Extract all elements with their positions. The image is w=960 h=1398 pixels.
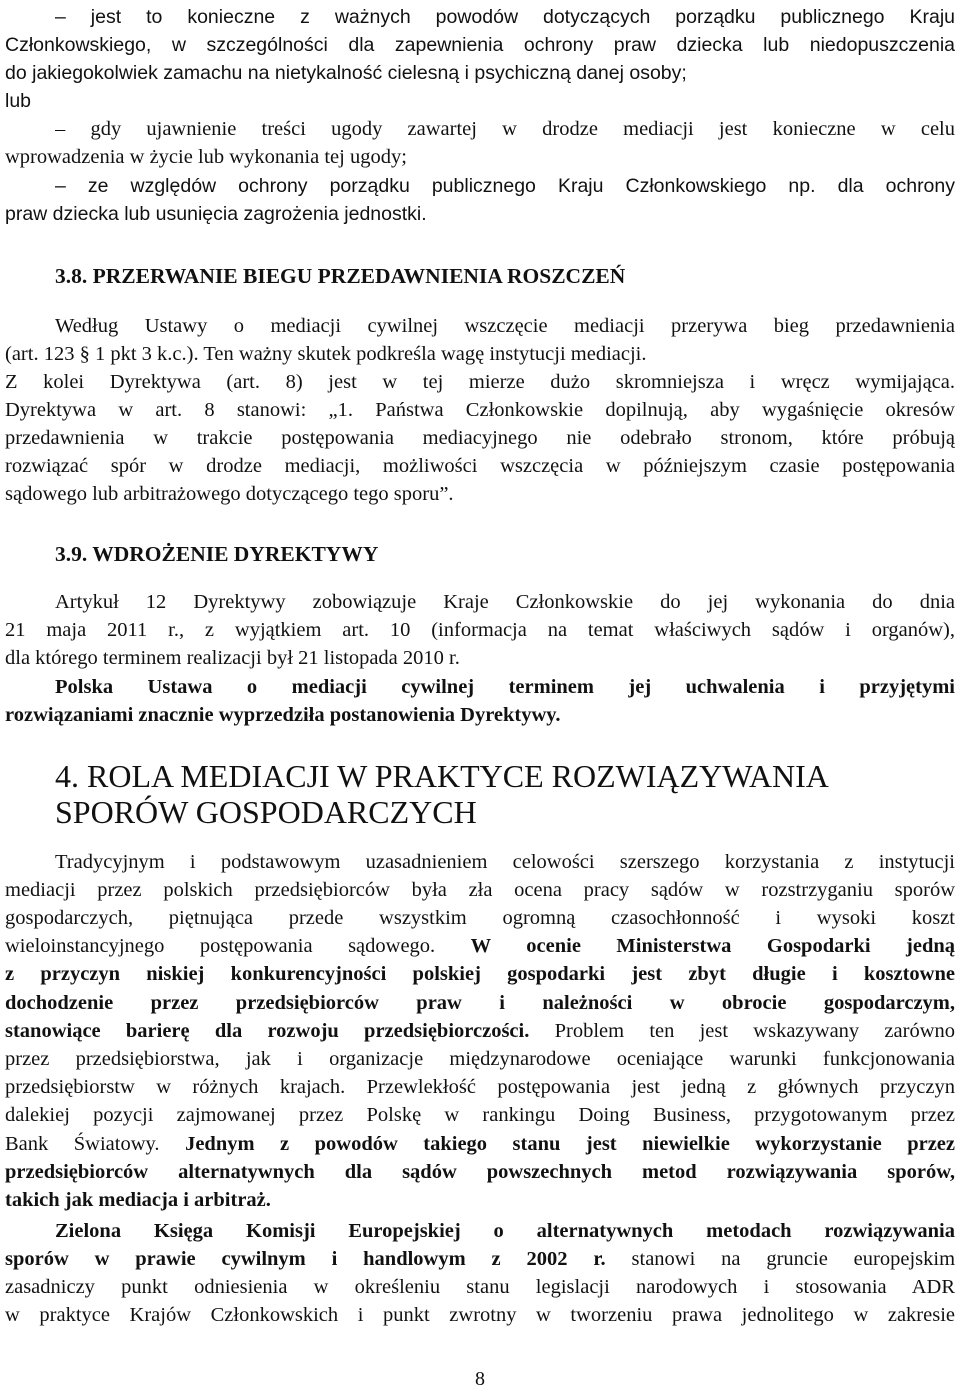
text-line: mediacji przez polskich przedsiębiorców była zła ocena pracy sądów w rozstrzyganiu sporów [5, 879, 955, 901]
text-line: Polska Ustawa o mediacji cywilnej terminem jej uchwalenia i przyjętymi [55, 676, 955, 698]
text-line: praw dziecka lub usunięcia zagrożenia jednostki. [5, 203, 427, 225]
text-line: takich jak mediacja i arbitraż. [5, 1189, 271, 1211]
text-line: Z kolei Dyrektywa (art. 8) jest w tej mierze dużo skromniejsza i wręcz wymijająca. [5, 371, 955, 393]
text-line: dla którego terminem realizacji był 21 listopada 2010 r. [5, 647, 460, 669]
text-run: Bank Światowy. [5, 1133, 160, 1155]
text-run: stanowi na gruncie europejskim [631, 1248, 955, 1270]
bold-text-run: Jednym z powodów takiego stanu jest niewielkie wykorzystanie przez [185, 1133, 955, 1155]
text-line: Według Ustawy o mediacji cywilnej wszczęcie mediacji przerywa bieg przedawnienia [55, 315, 955, 337]
bold-text-run: stanowiące barierę dla rozwoju przedsiębiorczości. [5, 1020, 530, 1042]
text-line: lub [5, 90, 32, 112]
text-run: wieloinstancyjnego postępowania sądowego. [5, 935, 436, 957]
text-line: dochodzenie przez przedsiębiorców praw i należności w obrocie gospodarczym, [5, 992, 955, 1014]
text-line: przedsiębiorstw w różnych krajach. Przewlekłość postępowania jest jedną z głównych przyczyn [5, 1076, 955, 1098]
chapter-heading-line-2: SPORÓW GOSPODARCZYCH [55, 794, 477, 830]
text-line: do jakiegokolwiek zamachu na nietykalność cielesną i psychiczną danej osoby; [5, 62, 687, 84]
text-line: Członkowskiego, w szczególności dla zapewnienia ochrony praw dziecka lub niedopuszczenia [5, 34, 955, 56]
text-line: Artykuł 12 Dyrektywy zobowiązuje Kraje Członkowskie do jej wykonania do dnia [55, 591, 955, 613]
text-line: 21 maja 2011 r., z wyjątkiem art. 10 (informacja na temat właściwych sądów i organów), [5, 619, 955, 641]
chapter-heading-line-1: 4. ROLA MEDIACJI W PRAKTYCE ROZWIĄZYWANIA [55, 758, 829, 794]
text-line: (art. 123 § 1 pkt 3 k.c.). Ten ważny skutek podkreśla wagę instytucji mediacji. [5, 343, 647, 365]
text-line: sądowego lub arbitrażowego dotyczącego tego sporu”. [5, 483, 454, 505]
text-line: z przyczyn niskiej konkurencyjności polskiej gospodarki jest zbyt długie i kosztowne [5, 963, 955, 985]
page-number: 8 [475, 1368, 485, 1390]
text-line: w praktyce Krajów Członkowskich i punkt zwrotny w tworzeniu prawa jednolitego w zakresie [5, 1304, 955, 1326]
text-line [5, 1017, 955, 1045]
text-line: rozwiązaniami znacznie wyprzedziła postanowienia Dyrektywy. [5, 704, 561, 726]
text-line [5, 1130, 955, 1158]
text-line [5, 1245, 955, 1273]
text-line: Tradycyjnym i podstawowym uzasadnieniem celowości szerszego korzystania z instytucji [55, 851, 955, 873]
text-line: Zielona Księga Komisji Europejskiej o alternatywnych metodach rozwiązywania [55, 1220, 955, 1242]
text-line: – ze względów ochrony porządku publicznego Kraju Członkowskiego np. dla ochrony [55, 175, 955, 197]
text-line: – gdy ujawnienie treści ugody zawartej w drodze mediacji jest konieczne w celu [55, 118, 955, 140]
text-line: przez przedsiębiorstwa, jak i organizacje międzynarodowe oceniające warunki funkcjonowania [5, 1048, 955, 1070]
text-line: Dyrektywa w art. 8 stanowi: „1. Państwa Członkowskie dopilnują, aby wygaśnięcie okresów [5, 399, 955, 421]
text-line: wprowadzenia w życie lub wykonania tej ugody; [5, 146, 407, 168]
text-line: przedawnienia w trakcie postępowania mediacyjnego nie odebrało stronom, które próbują [5, 427, 955, 449]
text-line: – jest to konieczne z ważnych powodów dotyczących porządku publicznego Kraju [55, 6, 955, 28]
bold-text-run: W ocenie Ministerstwa Gospodarki jedną [470, 935, 955, 957]
section-heading-3-9: 3.9. WDROŻENIE DYREKTYWY [55, 542, 379, 566]
text-line: zasadniczy punkt odniesienia w określeniu stanu legislacji narodowych i stosowania ADR [5, 1276, 955, 1298]
text-line: rozwiązać spór w drodze mediacji, możliwości wszczęcia w późniejszym czasie postępowania [5, 455, 955, 477]
section-heading-3-8: 3.8. PRZERWANIE BIEGU PRZEDAWNIENIA ROSZCZEŃ [55, 264, 626, 288]
bold-text-run: sporów w prawie cywilnym i handlowym z 2002 r. [5, 1248, 606, 1270]
text-line: dalekiej pozycji zajmowanej przez Polskę w rankingu Doing Business, przygotowanym przez [5, 1104, 955, 1126]
text-line: gospodarczych, piętnująca przede wszystkim ogromną czasochłonność i wysoki koszt [5, 907, 955, 929]
text-run: Problem ten jest wskazywany zarówno [554, 1020, 955, 1042]
text-line: przedsiębiorców alternatywnych dla sądów powszechnych metod rozwiązywania sporów, [5, 1161, 955, 1183]
text-line [5, 932, 955, 960]
